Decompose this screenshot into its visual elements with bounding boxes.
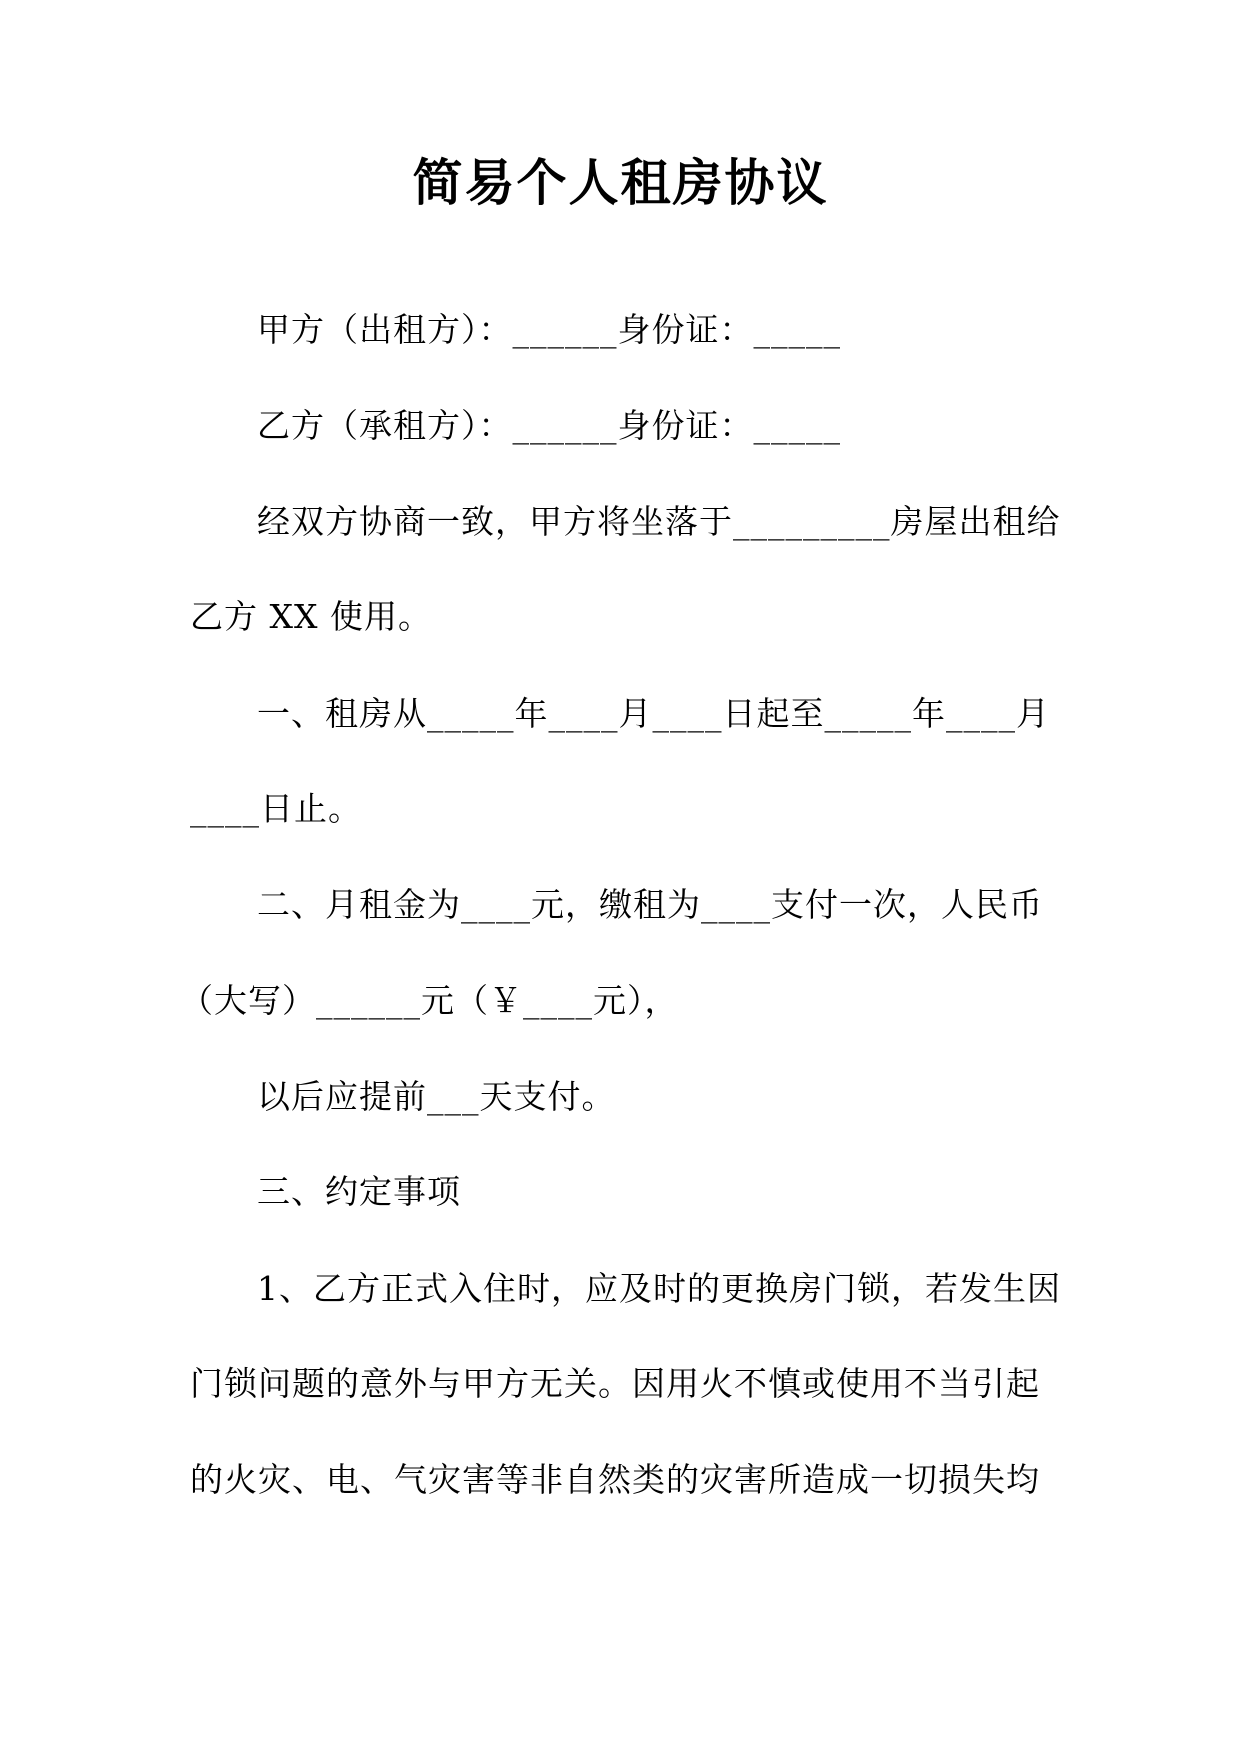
clause-3-item-line: 门锁问题的意外与甲方无关。因用火不慎或使用不当引起 xyxy=(190,1364,1040,1403)
clause-3-item-line: 1、乙方正式入住时，应及时的更换房门锁，若发生因 xyxy=(257,1269,1061,1308)
clause-2-line: （大写）______元（￥____元）， xyxy=(180,981,679,1020)
clause-2-line: 二、月租金为____元，缴租为____支付一次，人民币 xyxy=(257,885,1043,924)
clause-1-line: 一、租房从_____年____月____日起至_____年____月 xyxy=(257,694,1050,733)
clause-1-line: ____日止。 xyxy=(190,789,362,828)
clause-2-line: 以后应提前___天支付。 xyxy=(257,1077,616,1116)
clause-3-item-line: 的火灾、电、气灾害等非自然类的灾害所造成一切损失均 xyxy=(190,1460,1040,1499)
party-a-line: 甲方（出租方）：______身份证：_____ xyxy=(257,310,841,349)
paragraph-line: 乙方 XX 使用。 xyxy=(190,597,432,636)
clause-3-heading: 三、约定事项 xyxy=(257,1172,461,1211)
paragraph-line: 经双方协商一致，甲方将坐落于_________房屋出租给 xyxy=(257,502,1061,541)
party-b-line: 乙方（承租方）：______身份证：_____ xyxy=(257,406,841,445)
document-title: 简易个人租房协议 xyxy=(412,153,829,212)
